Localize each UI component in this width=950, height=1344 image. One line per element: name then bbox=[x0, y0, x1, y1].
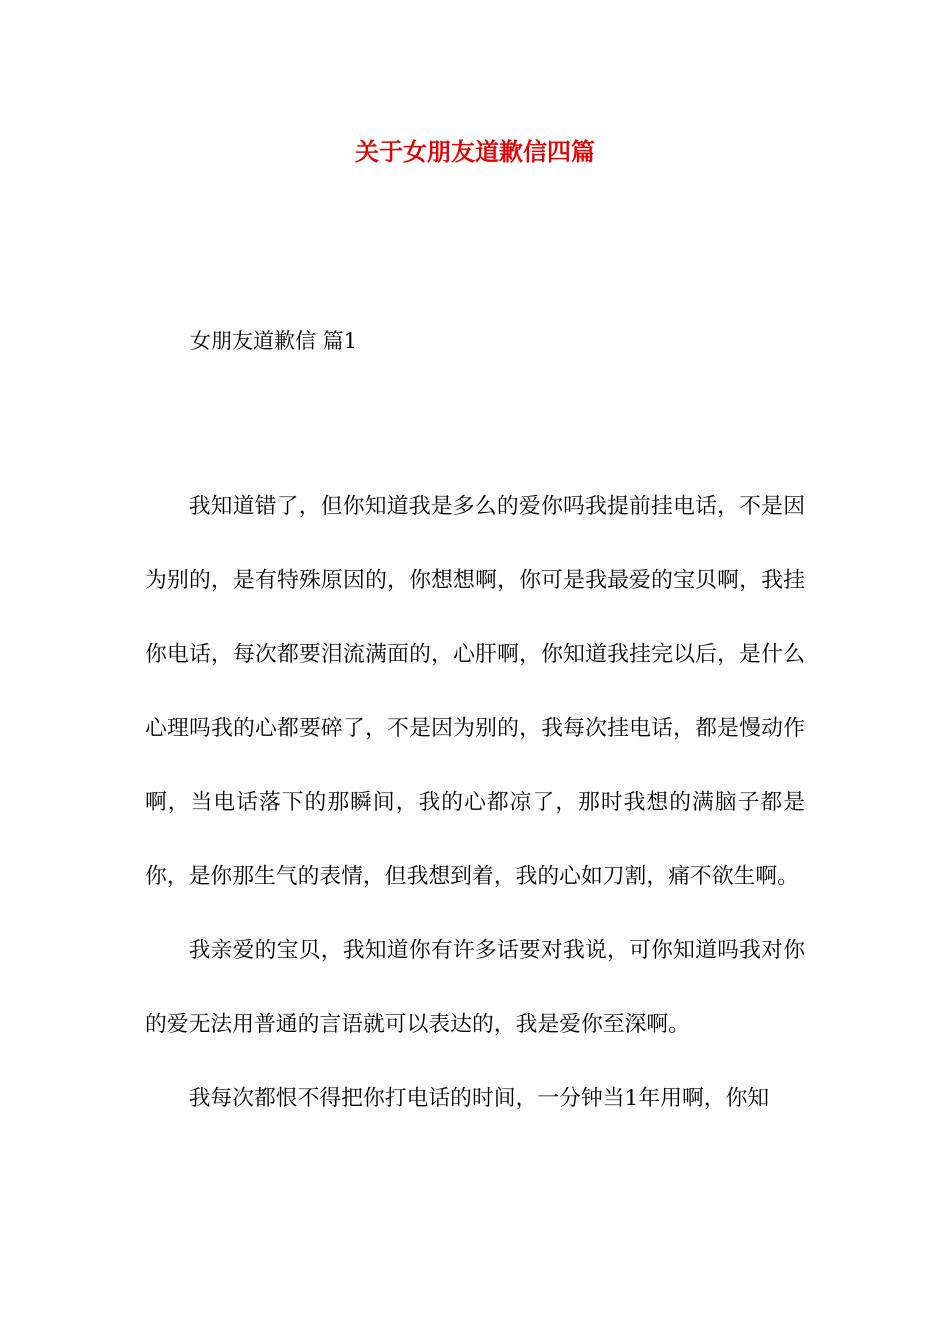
section-heading: 女朋友道歉信 篇1 bbox=[190, 329, 358, 353]
document-title: 关于女朋友道歉信四篇 bbox=[355, 137, 595, 166]
paragraph-1: 我知道错了，但你知道我是多么的爱你吗我提前挂电话，不是因为别的，是有特殊原因的，你想想啊，你可是我最爱的宝贝啊，我挂你电话，每次都要泪流满面的，心肝啊，你知道我挂完以后，是什么心理吗我的心都要碎了，不是因为别的，我每次挂电话，都是慢动作啊，当电话落下的那瞬间，我的心都凉了，那时我想的满脑子都是你，是你那生气的表情，但我想到着，我的心如刀割，痛不欲生啊。 bbox=[145, 494, 805, 889]
paragraph-3: 我每次都恨不得把你打电话的时间，一分钟当1年用啊，你知 bbox=[188, 1086, 770, 1111]
document-body bbox=[145, 470, 805, 1136]
paragraph-2: 我亲爱的宝贝，我知道你有许多话要对我说，可你知道吗我对你的爱无法用普通的言语就可以表达的，我是爱你至深啊。 bbox=[145, 938, 805, 1037]
